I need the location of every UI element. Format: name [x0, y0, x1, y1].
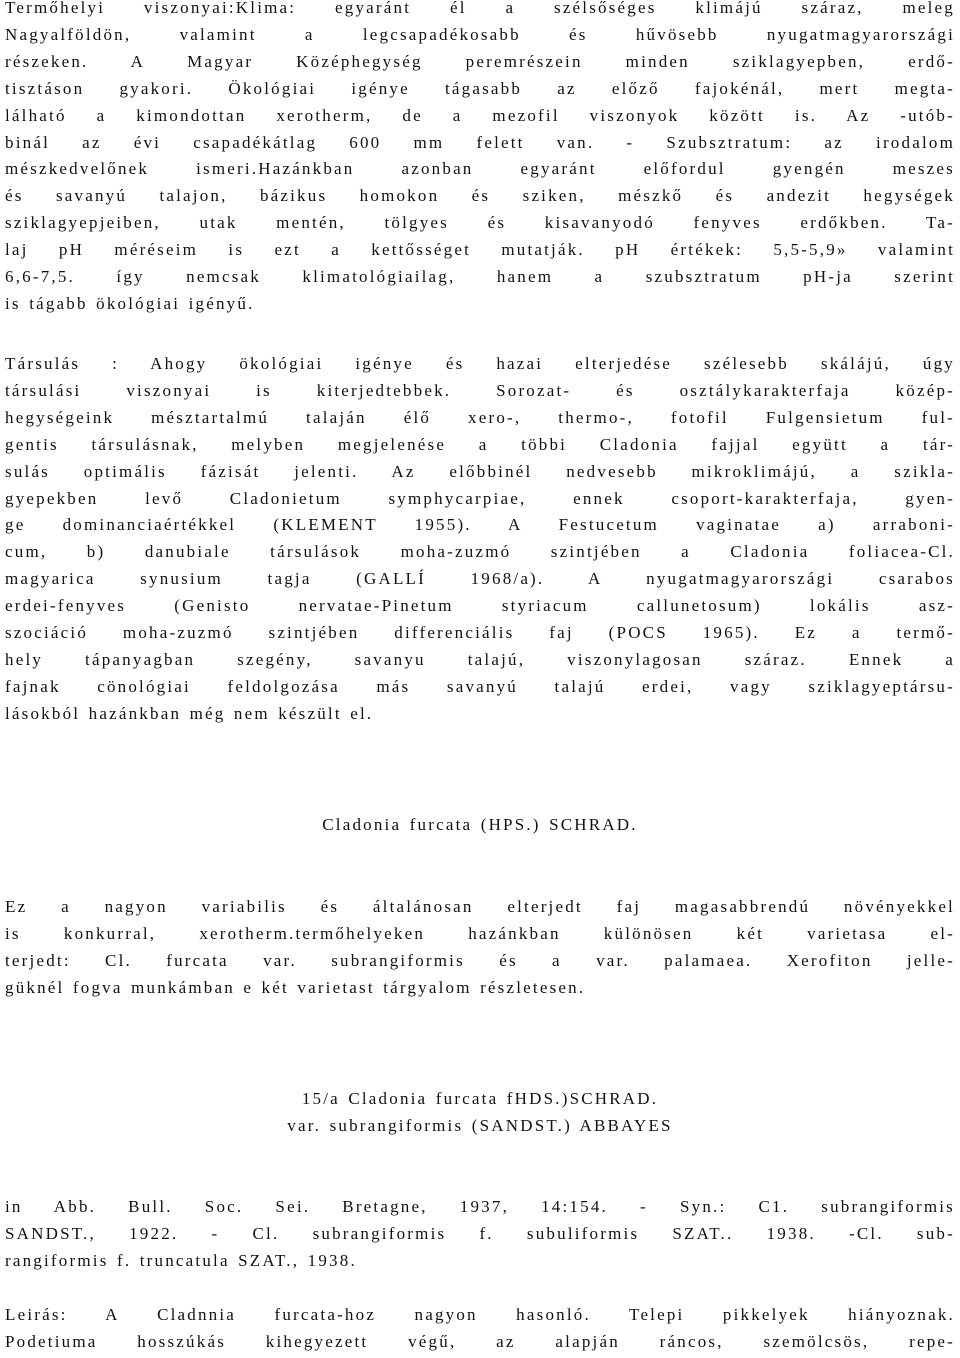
description-paragraph	[5, 1302, 955, 1356]
text-line: is konkurral, xerotherm.termőhelyeken hazánkban különösen két varietasa el-	[5, 923, 955, 943]
text-line: rangiformis f. truncatula SZAT., 1938.	[5, 1250, 357, 1270]
text-line: lásokból hazánkban még nem készült el.	[5, 703, 374, 723]
synonyms-paragraph	[5, 1194, 955, 1275]
text-line: gyepekben levő Cladonietum symphycarpiae, ennek csoport-karakterfaja, gyen-	[5, 488, 955, 508]
habitat-paragraph	[5, 0, 955, 318]
text-line: Podetiuma hosszúkás kihegyezett végű, az alapján ráncos, szemölcsös, repe-	[5, 1331, 955, 1351]
text-line: 6,6-7,5. így nemcsak klimatológiailag, hanem a szubsztratum pH-ja szerint	[5, 267, 955, 287]
text-line: erdei-fenyves (Genisto nervatae-Pinetum styriacum callunetosum) lokális asz-	[5, 596, 955, 616]
text-line: Ez a nagyon variabilis és általánosan elterjedt faj magasabbrendú növényekkel	[5, 897, 955, 916]
text-line: fajnak cönológiai feldolgozása más savanyú talajú erdei, vagy sziklagyeptársu-	[5, 676, 955, 696]
text-line: in Abb. Bull. Soc. Sei. Bretagne, 1937, 14:154. - Syn.: C1. subrangiformis	[5, 1197, 955, 1216]
text-line: részeken. A Magyar Középhegység peremrészein minden sziklagyepben, erdő-	[5, 51, 955, 71]
text-line: binál az évi csapadékátlag 600 mm felett van. - Szubsztratum: az irodalom	[5, 132, 955, 152]
text-line: gentis társulásnak, melyben megjelenése a többi Cladonia fajjal együtt a tár-	[5, 434, 955, 454]
text-line: lálható a kimondottan xerotherm, de a mezofil viszonyok között is. Az -utób-	[5, 105, 955, 125]
text-line: is tágabb ökológiai igényű.	[5, 293, 255, 313]
text-line: güknél fogva munkámban e két varietast tárgyalom részletesen.	[5, 977, 586, 997]
text-line: hegységeink mésztartalmú talaján élő xero-, thermo-, fotofil Fulgensietum ful-	[5, 407, 955, 427]
text-line: Társulás : Ahogy ökológiai igénye és hazai elterjedése szélesebb skálájú, úgy	[5, 354, 955, 373]
text-line: sulás optimális fázisát jelenti. Az előbbinél nedvesebb mikroklimájú, a sziklа-	[5, 461, 955, 481]
text-line: társulási viszonyai is kiterjedtebbek. Sorozat- és osztálykarakterfaja közép-	[5, 380, 955, 400]
text-line: ge dominanciaértékkel (KLEMENT 1955). A Festucetum vaginatae a) arraboni-	[5, 515, 955, 535]
text-line: cum, b) danubiale társulások moha-zuzmó szintjében a Cladonia foliacea-Cl.	[5, 542, 955, 562]
heading-line-2: var. subrangiformis (SANDST.) ABBAYES	[287, 1115, 673, 1135]
heading-text: Cladonia furcata (HPS.) SCHRAD.	[322, 815, 638, 834]
heading-line-1: 15/a Cladonia furcata fHDS.)SCHRAD.	[301, 1089, 659, 1108]
text-line: magyarica synusium tagja (GALLÍ 1968/a). A nyugatmagyarországi csarabos	[5, 569, 955, 589]
variety-heading	[0, 1086, 960, 1140]
text-line: Termőhelyi viszonyai:Klima: egyaránt él a szélsőséges klimájú száraz, meleg	[5, 0, 955, 17]
text-line: laj pH méréseim is ezt a kettősséget mutatják. pH értékek: 5,5-5,9» valamint	[5, 240, 955, 260]
text-line: szociáció moha-zuzmó szintjében differenciális faj (POCS 1965). Ez a termő-	[5, 623, 955, 643]
text-line: Leirás: A Cladnnia furcata-hoz nagyon hasonló. Telepi pikkelyek hiányoznak.	[5, 1305, 955, 1324]
text-line: mészkedvelőnek ismeri.Hazánkban azonban egyaránt előfordul gyengén meszes	[5, 159, 955, 179]
text-line: SANDST., 1922. - Cl. subrangiformis f. subuliformis SZAT.. 1938. -Cl. sub-	[5, 1223, 955, 1243]
text-line: Nagyalföldön, valamint a legcsapadékosabb és hűvösebb nyugatmagyarországi	[5, 24, 955, 44]
text-line: hely tápanyagban szegény, savanyu talajú, viszonylagosan száraz. Ennek a	[5, 649, 955, 669]
variabilis-paragraph	[5, 894, 955, 1002]
text-line: és savanyú talajon, bázikus homokon és sziken, mészkő és andezit hegységek	[5, 186, 955, 206]
text-line: sziklagyepjeiben, utak mentén, tölgyes és kisavanyodó fenyves erdőkben. Ta-	[5, 213, 955, 233]
species-heading	[0, 812, 960, 839]
text-line: tisztáson gyakori. Ökológiai igénye tágasabb az előző fajokénál, mert megta-	[5, 78, 955, 98]
text-line: terjedt: Cl. furcata var. subrangiformis és a var. palamaea. Xerofiton jelle-	[5, 950, 955, 970]
association-paragraph	[5, 351, 955, 728]
